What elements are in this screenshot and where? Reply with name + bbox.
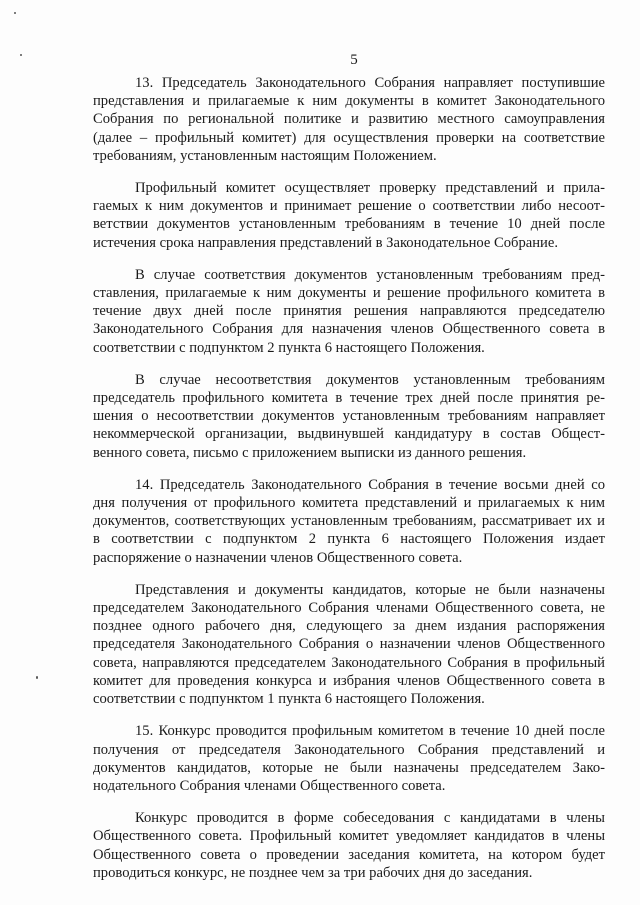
scan-speck <box>36 676 38 679</box>
paragraph-13-check: Профильный комитет осуществляет проверку представлений и прилагаемых к ним документов и принимает решение о соответствии либо несоответствии документов установленным требованиям в течение 10 дней после истечения срока направления представлений в Законодательное Собрание. <box>93 180 605 251</box>
paragraph-15-interview: Конкурс проводится в форме собеседования с кандидатами в члены Общественного совета. Профильный комитет уведомляет кандидатов в члены Общественного совета о проведении заседания комитета, на котором будет проводиться конкурс, не позднее чем за три рабочих дня до заседания. <box>93 810 605 881</box>
paragraph-15: 15. Конкурс проводится профильным комитетом в течение 10 дней после получения от председателя Законодательного Собрания представлений и документов кандидатов, которые не были назначены председателем Законодательного Собрания членами Общественного совета. <box>93 723 605 794</box>
paragraph-13-compliance: В случае соответствия документов установленным требованиям представления, прилагаемые к ним документы и решение профильного комитета в течение двух дней после принятия решения направляются председателю Законодательного Собрания для назначения членов Общественного совета в соответствии с подпунктом 2 пункта 6 настоящего Положения. <box>93 266 605 356</box>
paragraph-14-candidates: Представления и документы кандидатов, которые не были назначены председателем Законодательного Собрания членами Общественного совета, не позднее одного рабочего дня, следующего за днем издания распоряжения председателя Законодательного Собрания о назначении членов Общественного совета, направляются председателем Законодательного Собрания в профильный комитет для проведения конкурса и избрания членов Общественного совета в соответствии с подпунктом 1 пункта 6 настоящего Положения. <box>93 581 605 708</box>
paragraph-13-noncompliance: В случае несоответствия документов установленным требованиям председатель профильного комитета в течение трех дней после принятия решения о несоответствии документов установленным требованиям направляет некоммерческой организации, выдвинувшей кандидатуру в состав Общественного совета, письмо с приложением выписки из данного решения. <box>93 371 605 461</box>
scan-speck <box>14 12 16 14</box>
page-number: 5 <box>350 52 358 68</box>
document-body <box>93 74 605 882</box>
paragraph-14: 14. Председатель Законодательного Собрания в течение восьми дней со дня получения от профильного комитета представлений и прилагаемых к ним документов, соответствующих установленным требованиям, рассматривает их и в соответствии с подпунктом 2 пункта 6 настоящего Положения издает распоряжение о назначении членов Общественного совета. <box>93 476 605 566</box>
paragraph-13: 13. Председатель Законодательного Собрания направляет поступившие представления и прилагаемые к ним документы в комитет Законодательного Собрания по региональной политике и развитию местного самоуправления (далее – профильный комитет) для осуществления проверки на соответствие требованиям, установленным настоящим Положением. <box>93 75 605 164</box>
